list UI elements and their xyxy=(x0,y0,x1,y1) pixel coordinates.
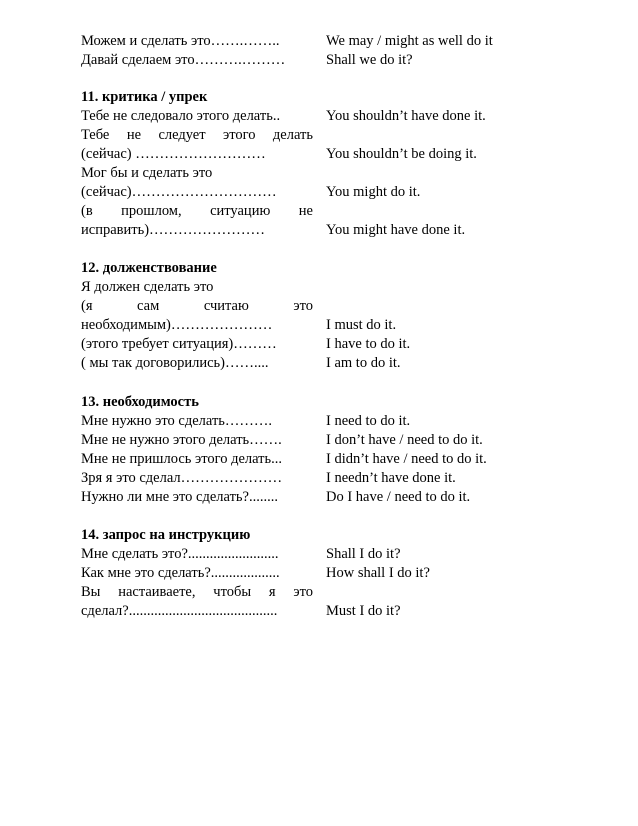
row-ru-text: Нужно ли мне это сделать?........ xyxy=(81,489,278,505)
word: этого xyxy=(223,127,256,143)
row-ru-text: сделал?......................................... xyxy=(81,603,278,619)
row-en-text: I needn’t have done it. xyxy=(326,470,456,486)
row-ru-text: Мог бы и сделать это xyxy=(81,165,213,181)
row-en-text: Must I do it? xyxy=(326,603,401,619)
word: не xyxy=(126,127,142,143)
section-heading-14: 14. запрос на инструкцию xyxy=(81,527,251,543)
row-ru-text: Можем и сделать это…….…….. xyxy=(81,33,280,49)
row-en-text: Shall we do it? xyxy=(326,52,413,68)
row-ru-text: Давай сделаем это……….……… xyxy=(81,52,286,68)
row-en-text: You shouldn’t be doing it. xyxy=(326,146,477,162)
word: не xyxy=(298,203,313,219)
row-en-text: I didn’t have / need to do it. xyxy=(326,451,487,467)
word: следует xyxy=(158,127,206,143)
row-en-text: I don’t have / need to do it. xyxy=(326,432,483,448)
row-en-text: I have to do it. xyxy=(326,336,411,352)
section-heading-13: 13. необходимость xyxy=(81,394,199,410)
row-en-text: We may / might as well do it xyxy=(326,33,493,49)
row-ru-text: Как мне это сделать?................... xyxy=(81,565,280,581)
row-ru-text: Мне не нужно этого делать……. xyxy=(81,432,282,448)
row-en-text: You might do it. xyxy=(326,184,421,200)
row-ru-justified-line xyxy=(81,126,313,145)
row-ru-text: Мне сделать это?......................... xyxy=(81,546,279,562)
row-ru-text: Мне не пришлось этого делать... xyxy=(81,451,283,467)
row-en-text: You might have done it. xyxy=(326,222,466,238)
row-ru-text: Зря я это сделал………………… xyxy=(81,470,283,486)
row-ru-text: ( мы так договорились)…….... xyxy=(81,355,269,371)
word: я xyxy=(268,584,276,600)
word: Тебе xyxy=(81,127,110,143)
row-ru-text: (сейчас) ……………………… xyxy=(81,146,266,162)
row-en-text: I must do it. xyxy=(326,317,397,333)
word: ситуацию xyxy=(210,203,271,219)
row-en-text: I am to do it. xyxy=(326,355,401,371)
row-en-text: You shouldn’t have done it. xyxy=(326,108,486,124)
word: прошлом, xyxy=(121,203,182,219)
word: (я xyxy=(81,298,93,314)
row-ru-text: Мне нужно это сделать………. xyxy=(81,413,273,429)
word: это xyxy=(293,584,313,600)
section-heading-12: 12. долженствование xyxy=(81,260,217,276)
word: это xyxy=(293,298,313,314)
row-ru-text: необходимым)………………… xyxy=(81,317,273,333)
word: делать xyxy=(272,127,313,143)
row-ru-justified-line xyxy=(81,297,313,316)
word: (в xyxy=(81,203,93,219)
word: чтобы xyxy=(213,584,252,600)
row-ru-text: (сейчас)………………………… xyxy=(81,184,277,200)
row-ru-text: исправить)…………………… xyxy=(81,222,266,238)
row-en-text: How shall I do it? xyxy=(326,565,430,581)
word: настаиваете, xyxy=(118,584,196,600)
section-heading-11: 11. критика / упрек xyxy=(81,89,208,105)
row-ru-text: Тебе не следовало этого делать.. xyxy=(81,108,281,124)
row-ru-justified-line xyxy=(81,202,313,221)
row-ru-text: (этого требует ситуация)……… xyxy=(81,336,277,352)
word: сам xyxy=(137,298,160,314)
row-ru-text: Я должен сделать это xyxy=(81,279,214,295)
word: Вы xyxy=(81,584,101,600)
row-en-text: Shall I do it? xyxy=(326,546,401,562)
row-ru-justified-line xyxy=(81,583,313,602)
row-en-text: Do I have / need to do it. xyxy=(326,489,471,505)
row-en-text: I need to do it. xyxy=(326,413,411,429)
word: считаю xyxy=(203,298,249,314)
